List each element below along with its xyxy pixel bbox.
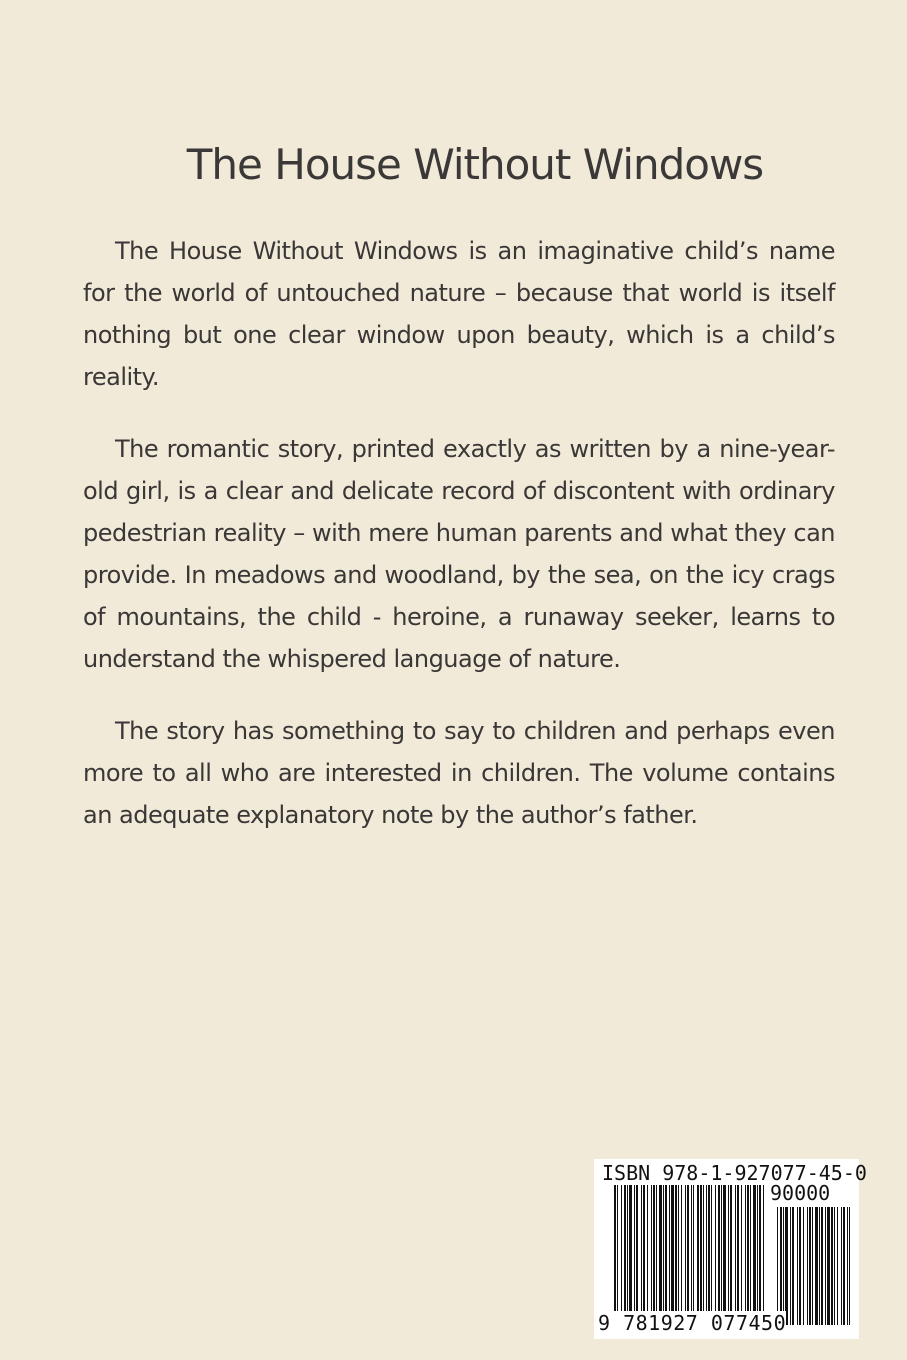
barcode-bar bbox=[671, 1185, 674, 1311]
barcode-bar bbox=[621, 1185, 622, 1311]
description-paragraph-2: The romantic story, printed exactly as written by a nine-year-old girl, is a clear and delicate record of discontent with ordinary pedestrian reality – with mere human parents and what they can provide. In meadows and woodland, by the sea, on the icy crags of mountains, the child - heroine, a runaway seeker, learns to understand the whispered language of nature. bbox=[83, 435, 835, 673]
barcode-bar bbox=[753, 1185, 756, 1311]
barcode-bar bbox=[700, 1185, 702, 1311]
barcode-bar bbox=[678, 1185, 679, 1311]
barcode-bar bbox=[656, 1185, 657, 1311]
barcode-bar bbox=[681, 1185, 682, 1311]
barcode-bar bbox=[614, 1185, 616, 1325]
addon-bar bbox=[790, 1207, 791, 1325]
addon-bar bbox=[815, 1207, 818, 1325]
barcode-bar bbox=[663, 1185, 664, 1311]
barcode-bar bbox=[750, 1185, 751, 1311]
addon-bar bbox=[841, 1207, 842, 1325]
barcode-bar bbox=[665, 1185, 667, 1311]
book-title: The House Without Windows bbox=[186, 140, 764, 189]
addon-bar bbox=[783, 1207, 784, 1325]
addon-bar bbox=[807, 1207, 808, 1325]
addon-bar bbox=[837, 1207, 838, 1325]
addon-bar bbox=[819, 1207, 820, 1325]
barcode-bar bbox=[741, 1185, 742, 1311]
barcode-bar bbox=[730, 1185, 732, 1311]
barcode-bar bbox=[737, 1185, 739, 1311]
barcode-bar bbox=[675, 1185, 677, 1311]
barcode-bar bbox=[728, 1185, 729, 1311]
barcode-bar bbox=[659, 1185, 662, 1311]
isbn-label: ISBN 978-1-927077-45-0 bbox=[602, 1161, 867, 1185]
barcode-bar bbox=[715, 1185, 716, 1311]
barcode-bar bbox=[693, 1185, 694, 1311]
addon-bar bbox=[847, 1207, 848, 1325]
isbn-barcode bbox=[594, 1159, 867, 1339]
barcode-bar bbox=[651, 1185, 652, 1311]
description-paragraph-3: The story has something to say to children and perhaps even more to all who are interested in children. The volume contains an adequate explanatory note by the author’s father. bbox=[83, 717, 835, 829]
addon-bar bbox=[827, 1207, 830, 1325]
addon-bar bbox=[834, 1207, 835, 1325]
barcode-bar bbox=[721, 1185, 722, 1311]
barcode-bar bbox=[735, 1185, 736, 1311]
barcode-bar bbox=[634, 1185, 635, 1311]
addon-bar bbox=[821, 1207, 823, 1325]
addon-bar bbox=[843, 1207, 845, 1325]
barcode-bar bbox=[685, 1185, 686, 1311]
barcode-bar bbox=[763, 1185, 764, 1325]
ean-number: 9 781927 077450 bbox=[598, 1311, 787, 1335]
book-description bbox=[83, 230, 835, 866]
addon-bar bbox=[831, 1207, 833, 1325]
addon-bar bbox=[797, 1207, 798, 1325]
barcode-bar bbox=[697, 1185, 699, 1311]
barcode-bar bbox=[718, 1185, 720, 1311]
addon-bar bbox=[799, 1207, 801, 1325]
addon-bar bbox=[825, 1207, 826, 1325]
barcode-bar bbox=[691, 1185, 692, 1311]
barcode-bar bbox=[617, 1185, 618, 1325]
barcode-bar bbox=[627, 1185, 628, 1311]
barcode-bar bbox=[708, 1185, 710, 1311]
barcode-bar bbox=[759, 1185, 761, 1325]
barcode-bar bbox=[745, 1185, 746, 1311]
barcode-bar bbox=[706, 1185, 707, 1311]
barcode-bar bbox=[636, 1185, 638, 1311]
addon-bar bbox=[792, 1207, 794, 1325]
barcode-bar bbox=[629, 1185, 632, 1311]
addon-bar bbox=[777, 1207, 778, 1325]
price-code: 90000 bbox=[770, 1181, 831, 1205]
barcode-bar bbox=[653, 1185, 655, 1311]
addon-bar bbox=[785, 1207, 788, 1325]
addon-bar bbox=[780, 1207, 782, 1325]
addon-bar bbox=[812, 1207, 813, 1325]
barcode-bar bbox=[703, 1185, 704, 1311]
barcode-bar bbox=[669, 1185, 670, 1311]
barcode-bar bbox=[647, 1185, 648, 1311]
addon-bar bbox=[803, 1207, 804, 1325]
addon-bar bbox=[809, 1207, 811, 1325]
barcode-bar bbox=[641, 1185, 642, 1311]
barcode-bar bbox=[624, 1185, 626, 1311]
barcode-bar bbox=[687, 1185, 689, 1325]
barcode-bar bbox=[757, 1185, 758, 1311]
description-paragraph-1: The House Without Windows is an imaginative child’s name for the world of untouched nature – because that world is itself nothing but one clear window upon beauty, which is a child’s reality. bbox=[83, 237, 835, 391]
barcode-bar bbox=[723, 1185, 726, 1311]
barcode-bar bbox=[747, 1185, 749, 1311]
barcode-bar bbox=[643, 1185, 645, 1311]
barcode-bar bbox=[711, 1185, 712, 1311]
addon-bar bbox=[849, 1207, 850, 1325]
